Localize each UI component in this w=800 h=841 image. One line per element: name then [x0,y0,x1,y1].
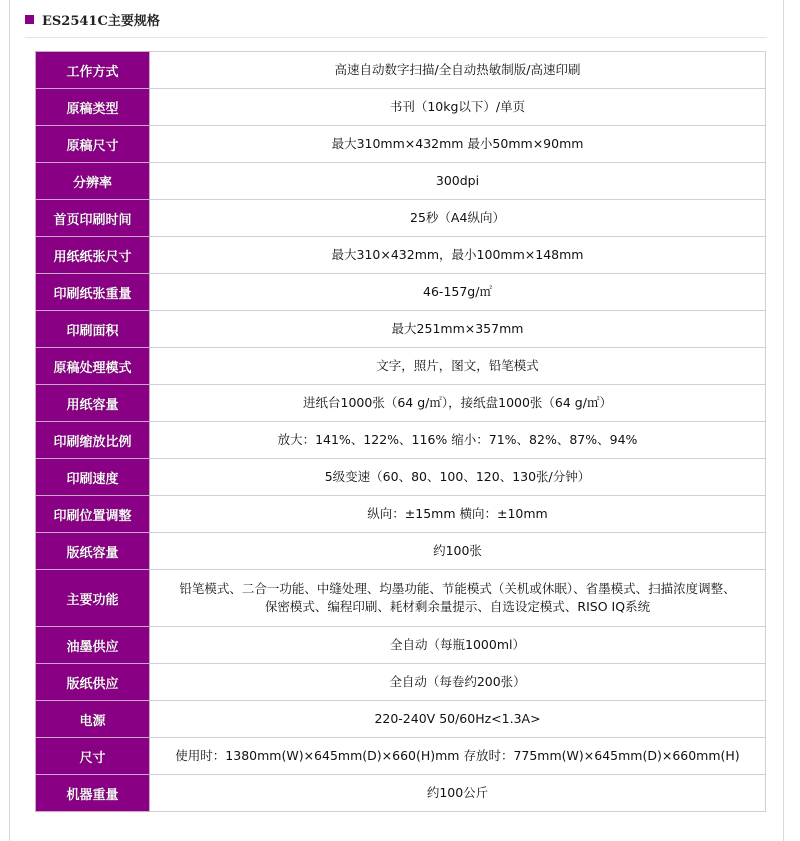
table-row [36,311,766,348]
spec-label: 主要功能 [36,570,150,627]
table-row [36,274,766,311]
spec-table [35,51,766,812]
table-row [36,126,766,163]
table-row [36,664,766,701]
spec-value: 约100张 [150,533,766,570]
table-row [36,422,766,459]
table-row [36,570,766,627]
table-row [36,237,766,274]
spec-label: 版纸容量 [36,533,150,570]
spec-label: 印刷速度 [36,459,150,496]
spec-value: 约100公斤 [150,775,766,812]
table-row [36,348,766,385]
spec-value: 高速自动数字扫描/全自动热敏制版/高速印刷 [150,52,766,89]
spec-value: 220-240V 50/60Hz<1.3A> [150,701,766,738]
spec-value: 使用时：1380mm(W)×645mm(D)×660(H)mm 存放时：775mm(W)×645mm(D)×660mm(H) [150,738,766,775]
square-bullet-icon [25,15,34,24]
section-title: ES2541C主要规格 [42,13,160,29]
spec-value: 46-157g/㎡ [150,274,766,311]
spec-label: 印刷纸张重量 [36,274,150,311]
table-row [36,89,766,126]
table-row [36,52,766,89]
table-row [36,163,766,200]
spec-value: 书刊（10kg以下）/单页 [150,89,766,126]
spec-label: 油墨供应 [36,627,150,664]
table-row [36,738,766,775]
table-row [36,775,766,812]
spec-value: 300dpi [150,163,766,200]
spec-value: 最大310mm×432mm 最小50mm×90mm [150,126,766,163]
heading-divider [25,37,767,38]
spec-label: 用纸容量 [36,385,150,422]
table-row [36,701,766,738]
table-row [36,459,766,496]
spec-value: 进纸台1000张（64 g/㎡），接纸盘1000张（64 g/㎡） [150,385,766,422]
spec-label: 首页印刷时间 [36,200,150,237]
spec-label: 用纸纸张尺寸 [36,237,150,274]
spec-value: 全自动（每卷约200张） [150,664,766,701]
spec-label: 机器重量 [36,775,150,812]
spec-value: 最大251mm×357mm [150,311,766,348]
spec-label: 印刷位置调整 [36,496,150,533]
spec-label: 工作方式 [36,52,150,89]
spec-label: 版纸供应 [36,664,150,701]
spec-label: 分辨率 [36,163,150,200]
spec-label: 原稿类型 [36,89,150,126]
table-row [36,200,766,237]
table-row [36,385,766,422]
table-row [36,533,766,570]
spec-value-line: 保密模式、编程印刷、耗材剩余量提示、自选设定模式、RISO IQ系统 [264,599,651,614]
spec-value: 文字，照片，图文，铅笔模式 [150,348,766,385]
spec-value: 全自动（每瓶1000ml） [150,627,766,664]
spec-label: 原稿处理模式 [36,348,150,385]
spec-value: 25秒（A4纵向） [150,200,766,237]
spec-label: 尺寸 [36,738,150,775]
spec-label: 电源 [36,701,150,738]
spec-value: 最大310×432mm，最小100mm×148mm [150,237,766,274]
spec-label: 印刷缩放比例 [36,422,150,459]
section-heading [25,9,160,29]
spec-value: 5级变速（60、80、100、120、130张/分钟） [150,459,766,496]
spec-label: 印刷面积 [36,311,150,348]
spec-value: 放大：141%、122%、116% 缩小：71%、82%、87%、94% [150,422,766,459]
table-row [36,627,766,664]
table-row [36,496,766,533]
spec-value-line: 铅笔模式、二合一功能、中缝处理、均墨功能、节能模式（关机或休眠）、省墨模式、扫描浓度调整、 [179,581,736,596]
spec-label: 原稿尺寸 [36,126,150,163]
spec-value [150,570,766,627]
spec-value: 纵向：±15mm 横向：±10mm [150,496,766,533]
